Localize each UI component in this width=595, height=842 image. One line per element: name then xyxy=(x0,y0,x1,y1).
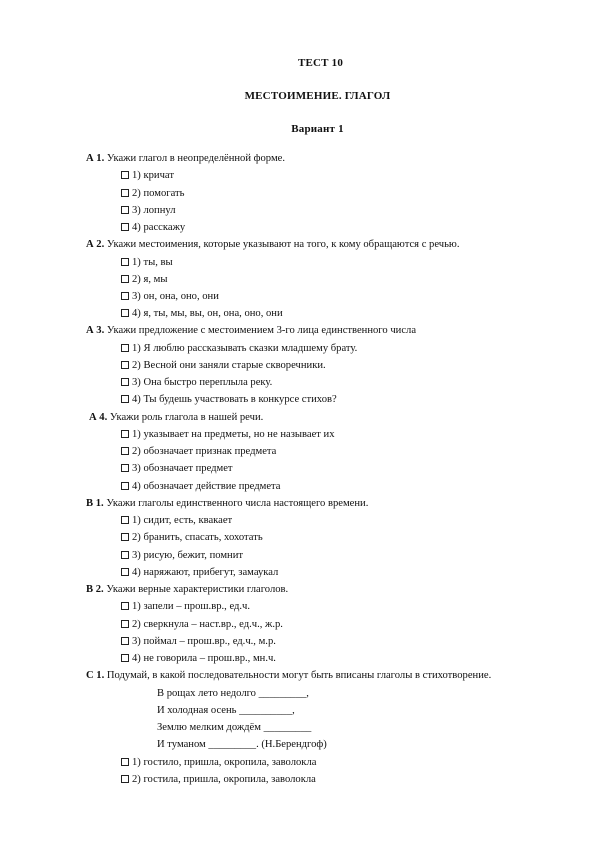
topic-title: МЕСТОИМЕНИЕ. ГЛАГОЛ xyxy=(244,90,391,102)
question-b1 xyxy=(86,497,368,511)
checkbox-icon[interactable] xyxy=(121,430,129,438)
question-a4 xyxy=(89,411,263,425)
answer-option[interactable]: 1) кричат xyxy=(121,169,174,183)
checkbox-icon[interactable] xyxy=(121,654,129,662)
checkbox-icon[interactable] xyxy=(121,344,129,352)
answer-option[interactable]: 4) не говорила – прош.вр., мн.ч. xyxy=(121,652,276,666)
answer-option[interactable]: 3) Она быстро переплыла реку. xyxy=(121,376,272,390)
checkbox-icon[interactable] xyxy=(121,464,129,472)
question-a2 xyxy=(86,238,460,252)
checkbox-icon[interactable] xyxy=(121,775,129,783)
answer-option[interactable]: 2) бранить, спасать, хохотать xyxy=(121,531,263,545)
answer-option[interactable]: 2) обозначает признак предмета xyxy=(121,445,276,459)
answer-option[interactable]: 3) обозначает предмет xyxy=(121,462,233,476)
question-text: Подумай, в какой последовательности могут быть вписаны глаголы в стихотворение. xyxy=(104,670,492,681)
checkbox-icon[interactable] xyxy=(121,223,129,231)
checkbox-icon[interactable] xyxy=(121,292,129,300)
checkbox-icon[interactable] xyxy=(121,533,129,541)
question-code: А 3. xyxy=(86,325,105,336)
poem-line: В рощах лето недолго _________, xyxy=(157,688,309,699)
answer-option[interactable]: 2) сверкнула – наст.вр., ед.ч., ж.р. xyxy=(121,618,283,632)
checkbox-icon[interactable] xyxy=(121,620,129,628)
answer-option[interactable]: 1) указывает на предметы, но не называет их xyxy=(121,428,335,442)
question-code: А 2. xyxy=(86,239,105,250)
answer-option[interactable]: 3) он, она, оно, они xyxy=(121,290,219,304)
checkbox-icon[interactable] xyxy=(121,171,129,179)
answer-option[interactable]: 2) я, мы xyxy=(121,273,167,287)
question-a1 xyxy=(86,152,285,166)
question-b2 xyxy=(86,583,288,597)
checkbox-icon[interactable] xyxy=(121,637,129,645)
question-code: А 1. xyxy=(86,153,105,164)
question-code: А 4. xyxy=(89,412,108,423)
question-text: Укажи местоимения, которые указывают на того, к кому обращаются с речью. xyxy=(104,239,460,250)
answer-option[interactable]: 2) помогать xyxy=(121,187,184,201)
checkbox-icon[interactable] xyxy=(121,395,129,403)
answer-option[interactable]: 4) Ты будешь участвовать в конкурсе стихов? xyxy=(121,393,337,407)
checkbox-icon[interactable] xyxy=(121,275,129,283)
question-a3 xyxy=(86,324,416,338)
checkbox-icon[interactable] xyxy=(121,482,129,490)
answer-option[interactable]: 1) Я люблю рассказывать сказки младшему брату. xyxy=(121,342,357,356)
checkbox-icon[interactable] xyxy=(121,758,129,766)
checkbox-icon[interactable] xyxy=(121,551,129,559)
answer-option[interactable]: 1) сидит, есть, квакает xyxy=(121,514,232,528)
checkbox-icon[interactable] xyxy=(121,516,129,524)
answer-option[interactable]: 4) я, ты, мы, вы, он, она, оно, они xyxy=(121,307,283,321)
question-text: Укажи роль глагола в нашей речи. xyxy=(107,412,264,423)
question-code: В 2. xyxy=(86,584,104,595)
checkbox-icon[interactable] xyxy=(121,309,129,317)
question-c1 xyxy=(86,669,491,683)
answer-option[interactable]: 1) запели – прош.вр., ед.ч. xyxy=(121,600,250,614)
answer-option[interactable]: 3) рисую, бежит, помнит xyxy=(121,549,243,563)
answer-option[interactable]: 4) расскажу xyxy=(121,221,185,235)
variant-title: Вариант 1 xyxy=(291,123,344,135)
test-title: ТЕСТ 10 xyxy=(297,57,344,69)
answer-option[interactable]: 1) гостило, пришла, окропила, заволокла xyxy=(121,756,316,770)
answer-option[interactable]: 3) поймал – прош.вр., ед.ч., м.р. xyxy=(121,635,276,649)
poem-line: Землю мелким дождём _________ xyxy=(157,722,312,733)
poem-line: И холодная осень __________, xyxy=(157,705,295,716)
answer-option[interactable]: 2) гостила, пришла, окропила, заволокла xyxy=(121,773,316,787)
question-code: С 1. xyxy=(86,670,105,681)
checkbox-icon[interactable] xyxy=(121,568,129,576)
checkbox-icon[interactable] xyxy=(121,258,129,266)
answer-option[interactable]: 4) наряжают, прибегут, замаукал xyxy=(121,566,278,580)
answer-option[interactable]: 3) лопнул xyxy=(121,204,176,218)
answer-option[interactable]: 4) обозначает действие предмета xyxy=(121,480,281,494)
checkbox-icon[interactable] xyxy=(121,447,129,455)
poem-line: И туманом _________. (Н.Берендгоф) xyxy=(157,739,327,750)
question-text: Укажи верные характеристики глаголов. xyxy=(103,584,289,595)
checkbox-icon[interactable] xyxy=(121,189,129,197)
question-text: Укажи предложение с местоимением 3-го лица единственного числа xyxy=(104,325,417,336)
checkbox-icon[interactable] xyxy=(121,361,129,369)
checkbox-icon[interactable] xyxy=(121,206,129,214)
checkbox-icon[interactable] xyxy=(121,602,129,610)
question-text: Укажи глаголы единственного числа настоящего времени. xyxy=(103,498,369,509)
answer-option[interactable]: 2) Весной они заняли старые скворечники. xyxy=(121,359,326,373)
answer-option[interactable]: 1) ты, вы xyxy=(121,256,173,270)
question-code: В 1. xyxy=(86,498,104,509)
checkbox-icon[interactable] xyxy=(121,378,129,386)
question-text: Укажи глагол в неопределённой форме. xyxy=(104,153,285,164)
